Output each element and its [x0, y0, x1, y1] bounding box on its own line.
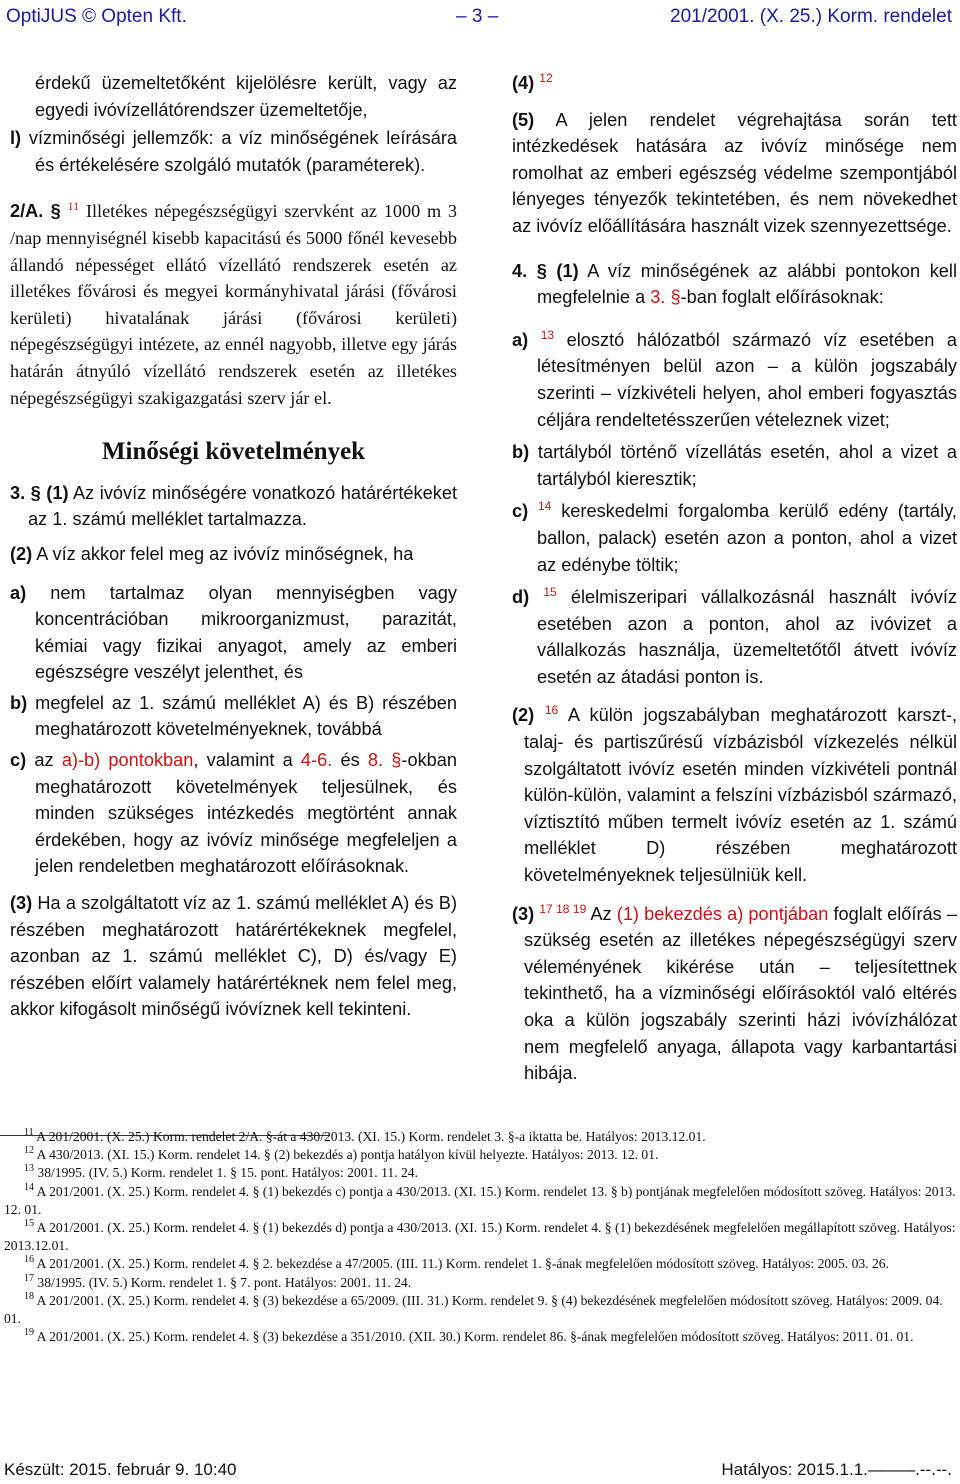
item-a-label: a): [10, 582, 27, 603]
footnote-ref-14[interactable]: 14: [538, 499, 552, 514]
footnote-number: 12: [24, 1145, 34, 1157]
footnote-number: 19: [24, 1327, 34, 1339]
section-4-para-2: [512, 702, 957, 888]
item-4d-label: d): [512, 587, 530, 608]
footnote-text: A 201/2001. (X. 25.) Korm. rendelet 4. § (1) bekezdés d) pontja a 430/2013. (XI. 15.) Korm. rendelet 4. § (1) bekezdésének megfelelően megállapított szöveg. Hatályos: 2013.12.01.: [4, 1220, 956, 1254]
link-3[interactable]: 3. §: [650, 287, 681, 308]
item-b: [10, 690, 457, 743]
item-c: [10, 747, 457, 880]
section-3-para-2: [10, 541, 457, 568]
footnote: [4, 1128, 956, 1146]
footnote-number: 15: [24, 1218, 34, 1230]
section-4-para-3: [512, 901, 957, 1087]
section-3-para-3: [10, 890, 457, 1023]
item-c-post: -okban meghatározott követelmények teljesülnek, és minden szükséges intézkedés megtörtént annak érdekében, hogy az ivóvíz minősége megfeleljen a jelen rendeletben meghatározott előírásoknak.: [35, 750, 458, 877]
footnote: [4, 1255, 956, 1273]
section-4: [512, 258, 957, 311]
section-2a-text: Illetékes népegészségügyi szervként az 1000 m 3 /nap mennyiségnél kisebb kapacitású és 5000 főnél kevesebb állandó népességet ellátó vízellátó rendszerek esetén az illetékes fővárosi és megyei kormányhivatal járási (fővárosi kerületi) hivatalának járási (fővárosi kerületi) népegészségügyi intézete, az ennél nagyobb, illetve egy járás határán átnyúló vízellátó rendszerek esetén az illetékes népegészségügyi szakigazgatási szerv jár el.: [10, 201, 457, 408]
item-l: [10, 125, 457, 178]
link-bekezdes-a[interactable]: (1) bekezdés a) pontjában: [616, 903, 829, 924]
link-pontokban[interactable]: a)-b) pontokban: [61, 750, 194, 771]
footnote: [4, 1274, 956, 1292]
link-4-6[interactable]: 4-6.: [300, 750, 333, 771]
footnote-ref-16[interactable]: 16: [544, 703, 559, 718]
item-b-text: megfelel az 1. számú melléklet A) és B) részében meghatározott követelményeknek, továbbá: [35, 692, 457, 740]
footnote-ref-11[interactable]: 11: [67, 199, 80, 214]
para-3-text: Ha a szolgáltatott víz az 1. számú melléklet A) és B) részében meghatározott határértékeknek megfelel, azonban az 1. számú melléklet C), D) és/vagy E) részében előírt valamely határértéknek nem felel meg, akkor kifogásolt minőségű ivóvíznek kell tekinteni.: [10, 893, 457, 1020]
para-2-text: A víz akkor felel meg az ivóvíz minőségnek, ha: [36, 543, 414, 564]
para-4-label: (4): [512, 73, 535, 93]
section-4-post: -ban foglalt előírásoknak:: [680, 287, 884, 308]
footnote-number: 16: [24, 1254, 34, 1266]
footer-left: Készült: 2015. február 9. 10:40: [4, 1460, 237, 1479]
footnote-number: 18: [24, 1290, 34, 1302]
item-4a-label: a): [512, 329, 529, 350]
item-4b-text: tartályból történő vízellátás esetén, ahol a vizet a tartályból kieresztik;: [537, 442, 957, 489]
item-4c-text: kereskedelmi forgalomba kerülő edény (tartály, ballon, palack) esetén azon a ponton, ahol a vizet az edénybe töltik;: [537, 501, 957, 575]
header-page-number: – 3 –: [456, 6, 499, 27]
section-2a: [10, 198, 457, 411]
footnote-number: 17: [24, 1272, 34, 1284]
item-4a-text: elosztó hálózatból származó víz esetében a létesítményen belül azon – a külön jogszabály szerinti – vízkivételi helyen, ahol emberi fogyasztás céljára rendeltetésszerűen vételeznek vizet;: [537, 329, 957, 430]
footnote-text: A 201/2001. (X. 25.) Korm. rendelet 4. § (3) bekezdése a 351/2010. (XII. 30.) Korm. rendelet 86. §-ának megfelelően módosított szöveg. Hatályos: 2011. 01. 01.: [36, 1329, 914, 1345]
item-4d: [512, 584, 957, 690]
footnote-text: A 201/2001. (X. 25.) Korm. rendelet 4. § 2. bekezdése a 47/2005. (III. 11.) Korm. rendelet 1. §-ának megfelelően módosított szöveg. Hatályos: 2005. 03. 26.: [36, 1256, 889, 1272]
footer-right: Hatályos: 2015.1.1.–––––.--.--.: [721, 1460, 952, 1479]
footnote: [4, 1164, 956, 1182]
header-left: OptiJUS © Opten Kft.: [6, 6, 187, 27]
left-column: [10, 70, 457, 1023]
para-5-text: A jelen rendelet végrehajtása során tett intézkedések hatására az ivóvíz minősége nem romolhat az emberi egészség védelme szempontjából lényeges tényezők tekintetében, és nem növekedhet az ivóvíz előállítására használt vizek szennyezettsége.: [512, 109, 957, 236]
item-c-label: c): [10, 750, 27, 771]
footnote: [4, 1183, 956, 1219]
footnote-text: A 201/2001. (X. 25.) Korm. rendelet 2/A. §-át a 430/2013. (XI. 15.) Korm. rendelet 3. §-a iktatta be. Hatályos: 2013.12.01.: [36, 1129, 706, 1144]
right-column: [512, 70, 957, 1087]
footnote: [4, 1219, 956, 1255]
section-2a-label: 2/A. §: [10, 201, 61, 222]
footnote-ref-12[interactable]: 12: [539, 71, 553, 85]
footnote-text: 38/1995. (IV. 5.) Korm. rendelet 1. § 15. pont. Hatályos: 2001. 11. 24.: [37, 1165, 418, 1181]
footnote-text: 38/1995. (IV. 5.) Korm. rendelet 1. § 7. pont. Hatályos: 2001. 11. 24.: [37, 1274, 412, 1290]
item-c-and: és: [340, 750, 360, 771]
item-4a: [512, 327, 957, 433]
s4-para-3-label: (3): [512, 903, 535, 924]
footnote-ref-13[interactable]: 13: [540, 327, 555, 342]
para-3-label: (3): [10, 893, 33, 914]
footnote-ref-15[interactable]: 15: [543, 585, 557, 600]
item-l-text: vízminőségi jellemzők: a víz minőségének leírására és értékelésére szolgáló mutatók (paraméterek).: [28, 128, 457, 175]
section-3-label: 3. § (1): [10, 482, 69, 503]
page-header: [0, 0, 960, 34]
section-3-text: Az ivóvíz minőségére vonatkozó határértékeket az 1. számú melléklet tartalmazza.: [28, 482, 457, 530]
item-4c-label: c): [512, 501, 529, 522]
item-4c: [512, 498, 957, 578]
para-4: [512, 70, 957, 97]
s4-para-2-label: (2): [512, 705, 535, 726]
section-4-label: 4. § (1): [512, 260, 579, 281]
item-l-label: l): [10, 128, 22, 149]
header-right: 201/2001. (X. 25.) Korm. rendelet: [670, 6, 952, 27]
para-2-label: (2): [10, 543, 33, 564]
footnote: [4, 1292, 956, 1328]
footnotes: [4, 1128, 956, 1346]
item-a: [10, 580, 457, 686]
item-4d-text: élelmiszeripari vállalkozásnál használt ivóvíz esetében azon a ponton, ahol az ivóvizet a vállalkozás használja, üzemeltetőtől átvett ivóvíz esetén az átadási ponton is.: [537, 587, 957, 687]
item-b-label: b): [10, 692, 28, 713]
para-5: [512, 107, 957, 240]
footnote-text: A 201/2001. (X. 25.) Korm. rendelet 4. § (1) bekezdés c) pontja a 430/2013. (XI. 15.) Korm. rendelet 13. § b) pontjának megfelelően módosított szöveg. Hatályos: 2013. 12. 01.: [4, 1183, 956, 1217]
footnote-text: A 430/2013. (XI. 15.) Korm. rendelet 14. § (2) bekezdés a) pontja hatályon kívül helyezte. Hatályos: 2013. 12. 01.: [36, 1147, 659, 1163]
item-c-mid: , valamint a: [193, 750, 293, 771]
footnote-refs-17-19[interactable]: 17 18 19: [539, 901, 587, 916]
s4-para-3-post: foglalt előírás – szükség esetén az illetékes népegészségügyi szerv véleményének kikérése után – teljesítettnek tekinthető, ha a vízminőségi előírásoktól való eltérés oka a külön jogszabály szerinti házi ivóvízhálózat nem megfelelő anyaga, állapota vagy karbantartási hibája.: [524, 903, 957, 1084]
footnote: [4, 1328, 956, 1346]
item-4b: [512, 439, 957, 492]
footnote-number: 14: [24, 1181, 34, 1193]
item-4b-label: b): [512, 442, 530, 463]
section-4-pre: A víz minőségének az alábbi pontokon kell megfelelnie a: [537, 260, 957, 308]
s4-para-3-pre: Az: [590, 903, 612, 924]
section-3: [10, 480, 457, 533]
footnote-number: 11: [24, 1127, 34, 1138]
para-5-label: (5): [512, 109, 535, 130]
s4-para-2-text: A külön jogszabályban meghatározott karszt-, talaj- és partiszűrésű vízbázisból vízkezelés nélkül szolgáltatott ivóvíz esetén minden vízkivételi pontnál külön-külön, valamint a felszíni vízbázisból származó, víztisztító műben termelt ivóvíz esetén az 1. számú melléklet D) részében meghatározott követelményeknek teljesülniük kell.: [524, 705, 957, 886]
footnote-number: 13: [24, 1163, 34, 1175]
footnote-text: A 201/2001. (X. 25.) Korm. rendelet 4. § (3) bekezdése a 65/2009. (III. 31.) Korm. rendelet 9. § (4) bekezdésének megfelelően módosított szöveg. Hatályos: 2009. 04. 01.: [4, 1292, 943, 1327]
link-8[interactable]: 8. §: [367, 750, 402, 771]
section-heading: Minőségi követelmények: [101, 438, 366, 466]
footnote: [4, 1146, 956, 1164]
item-a-text: nem tartalmaz olyan mennyiségben vagy koncentrációban mikroorganizmust, parazitát, kémiai vagy fizikai anyagot, amely az emberi egészségre veszélyt jelenthet, és: [35, 582, 457, 683]
item-c-pre: az: [34, 750, 54, 771]
intro-text: érdekű üzemeltetőként kijelölésre került, vagy az egyedi ivóvízellátórendszer üzemeltetője,: [35, 73, 457, 120]
